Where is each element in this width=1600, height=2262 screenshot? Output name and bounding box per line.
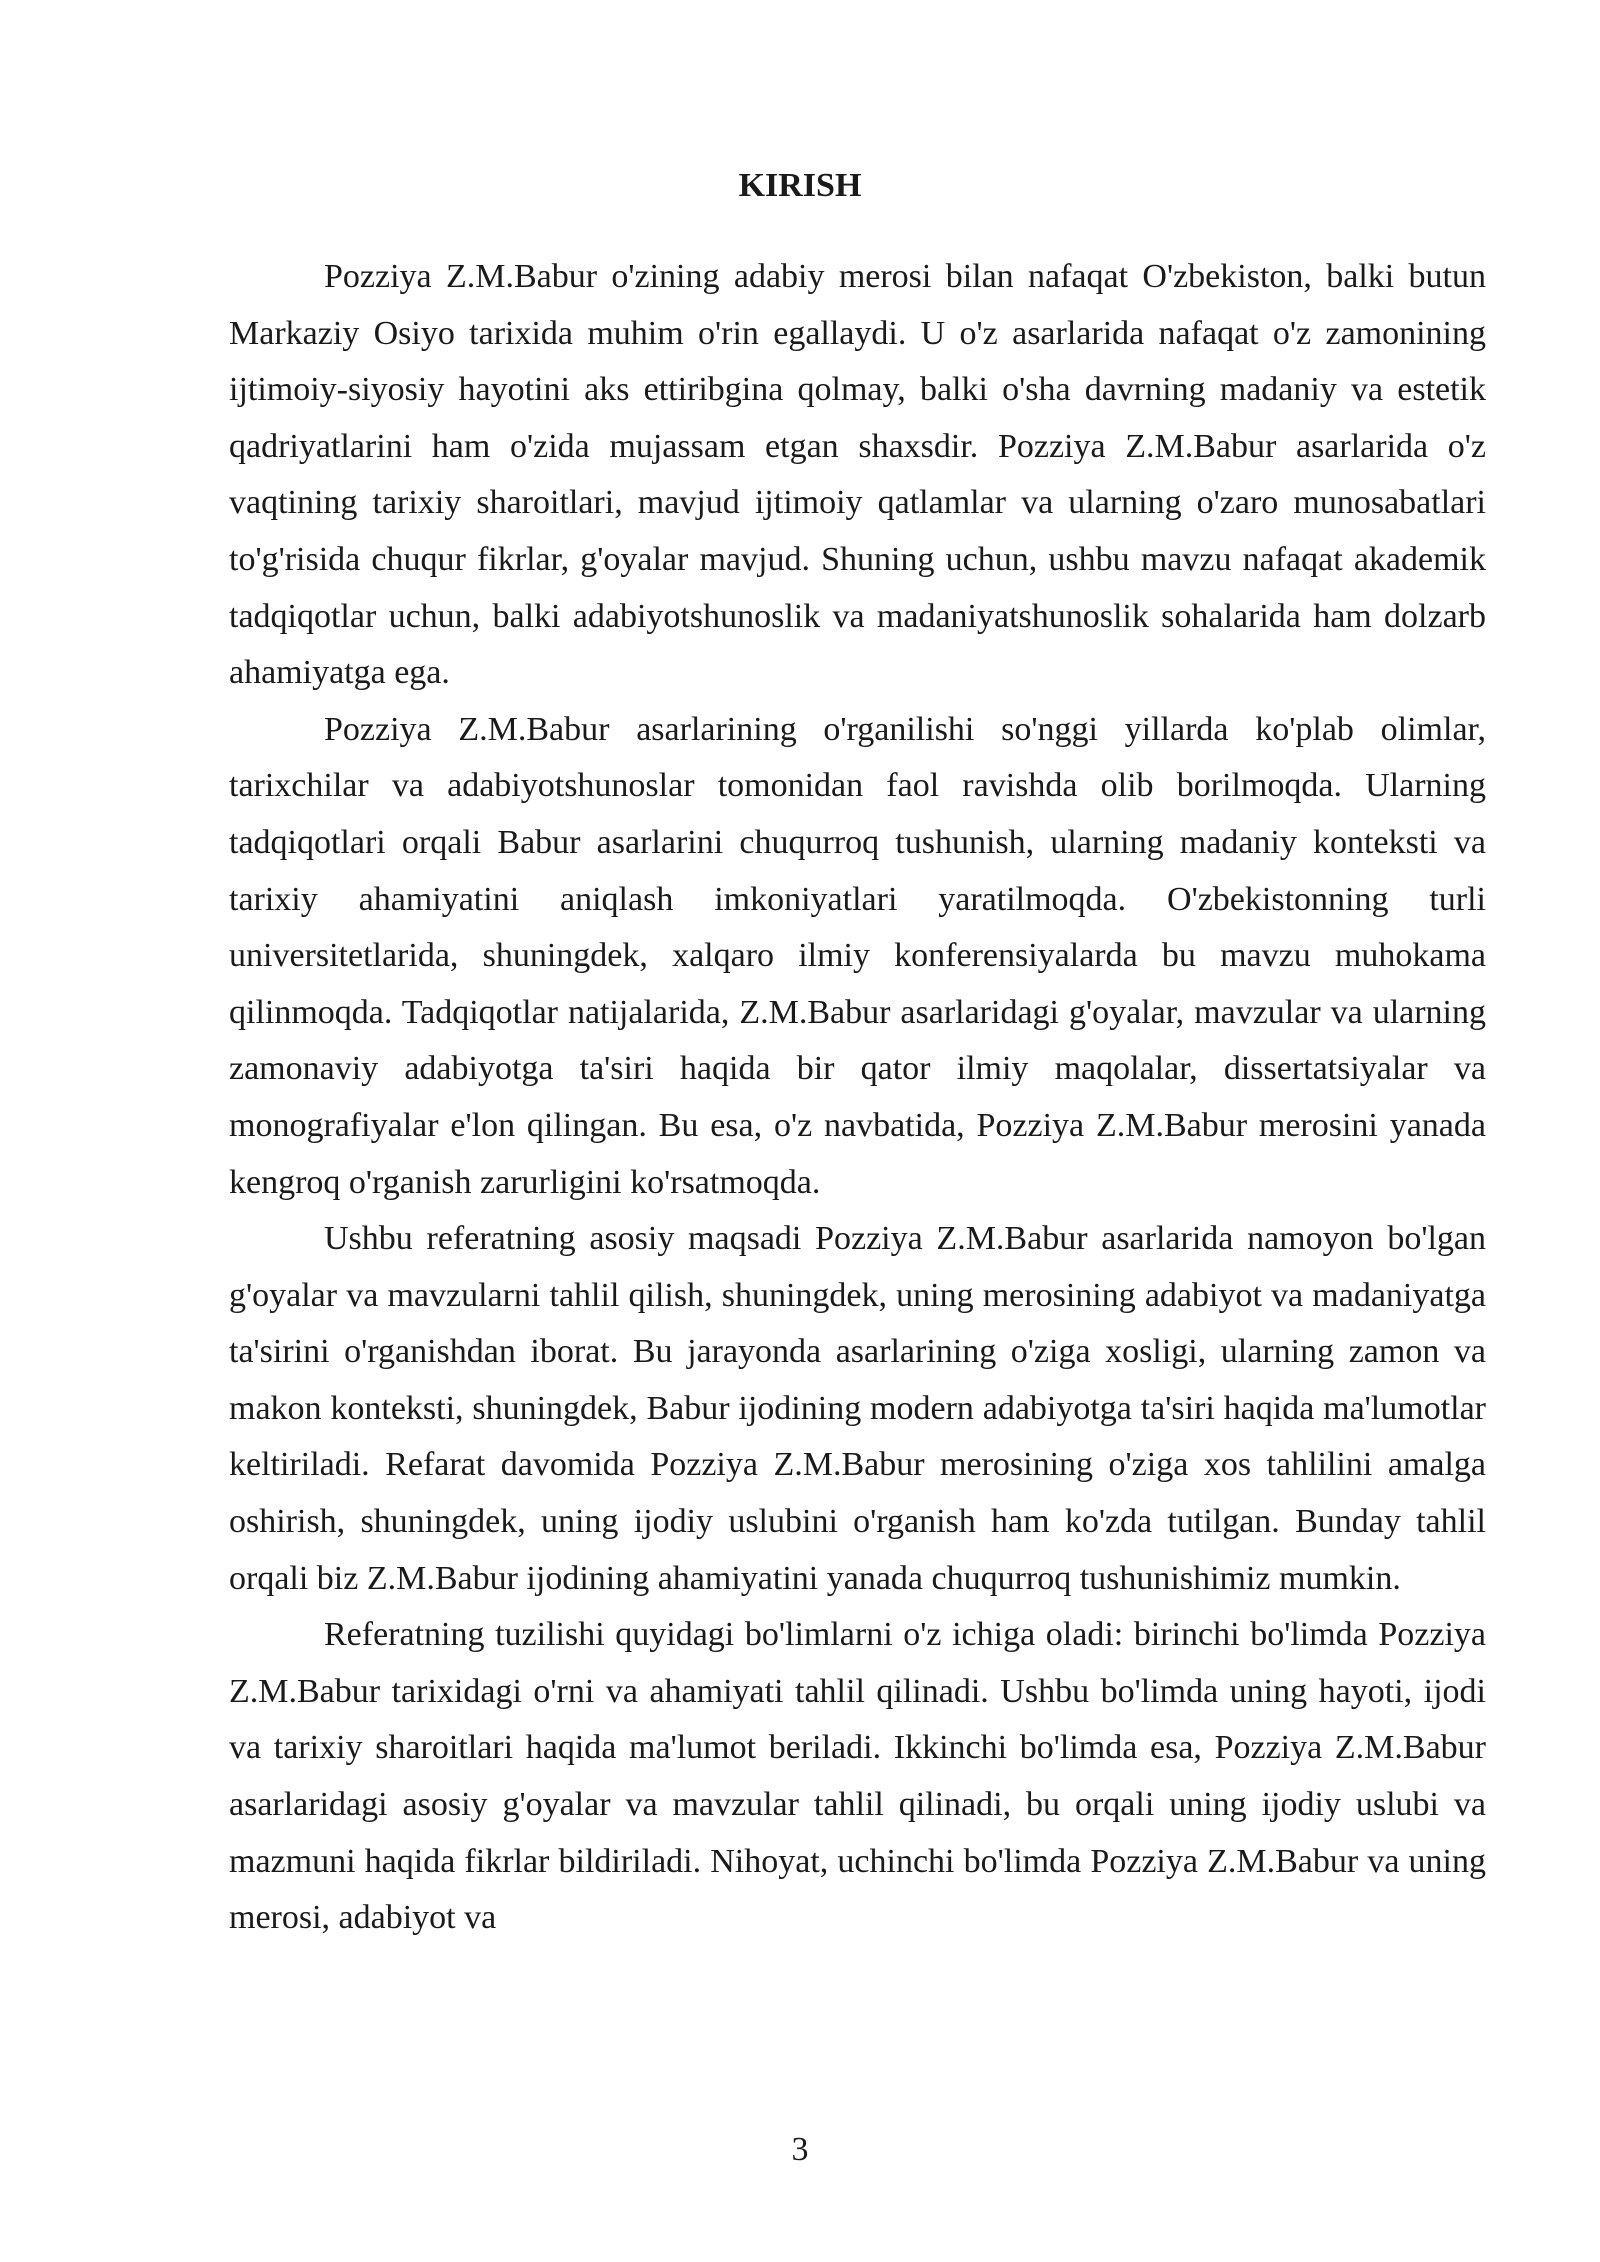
paragraph-3: Ushbu referatning asosiy maqsadi Pozziya Z.M.Babur asarlarida namoyon bo'lgan g'oyalar va mavzularni tahlil qilish, shuningdek, uning merosining adabiyot va madaniyatga ta'sirini o'rganishdan iborat. Bu jarayonda asarlarining o'ziga xosligi, ularning zamon va makon konteksti, shuningdek, Babur ijodining modern adabiyotga ta'siri haqida ma'lumotlar keltiriladi. Refarat davomida Pozziya Z.M.Babur merosining o'ziga xos tahlilini amalga oshirish, shuningdek, uning ijodiy uslubini o'rganish ham ko'zda tutilgan. Bunday tahlil orqali biz Z.M.Babur ijodining ahamiyatini yanada chuqurroq tushunishimiz mumkin.: [229, 1220, 1486, 1597]
page-title: KIRISH: [738, 167, 862, 204]
paragraph-2: Pozziya Z.M.Babur asarlarining o'rganilishi so'nggi yillarda ko'plab olimlar, tarixchilar va adabiyotshunoslar tomonidan faol ravishda olib borilmoqda. Ularning tadqiqotlari orqali Babur asarlarini chuqurroq tushunish, ularning madaniy konteksti va tarixiy ahamiyatini aniqlash imkoniyatlari yaratilmoqda. O'zbekistonning turli universitetlarida, shuningdek, xalqaro ilmiy konferensiyalarda bu mavzu muhokama qilinmoqda. Tadqiqotlar natijalarida, Z.M.Babur asarlaridagi g'oyalar, mavzular va ularning zamonaviy adabiyotga ta'siri haqida bir qator ilmiy maqolalar, dissertatsiyalar va monografiyalar e'lon qilingan. Bu esa, o'z navbatida, Pozziya Z.M.Babur merosini yanada kengroq o'rganish zarurligini ko'rsatmoqda.: [229, 710, 1486, 1201]
page-number: 3: [791, 2131, 809, 2168]
body-text: [229, 249, 1486, 1947]
paragraph-1: Pozziya Z.M.Babur o'zining adabiy merosi bilan nafaqat O'zbekiston, balki butun Markaziy Osiyo tarixida muhim o'rin egallaydi. U o'z asarlarida nafaqat o'z zamonining ijtimoiy-siyosiy hayotini aks ettiribgina qolmay, balki o'sha davrning madaniy va estetik qadriyatlarini ham o'zida mujassam etgan shaxsdir. Pozziya Z.M.Babur asarlarida o'z vaqtining tarixiy sharoitlari, mavjud ijtimoiy qatlamlar va ularning o'zaro munosabatlari to'g'risida chuqur fikrlar, g'oyalar mavjud. Shuning uchun, ushbu mavzu nafaqat akademik tadqiqotlar uchun, balki adabiyotshunoslik va madaniyatshunoslik sohalarida ham dolzarb ahamiyatga ega.: [229, 258, 1486, 692]
paragraph-4: Referatning tuzilishi quyidagi bo'limlarni o'z ichiga oladi: birinchi bo'limda Pozziya Z.M.Babur tarixidagi o'rni va ahamiyati tahlil qilinadi. Ushbu bo'limda uning hayoti, ijodi va tarixiy sharoitlari haqida ma'lumot beriladi. Ikkinchi bo'limda esa, Pozziya Z.M.Babur asarlaridagi asosiy g'oyalar va mavzular tahlil qilinadi, bu orqali uning ijodiy uslubi va mazmuni haqida fikrlar bildiriladi. Nihoyat, uchinchi bo'limda Pozziya Z.M.Babur va uning merosi, adabiyot va: [229, 1616, 1486, 1937]
